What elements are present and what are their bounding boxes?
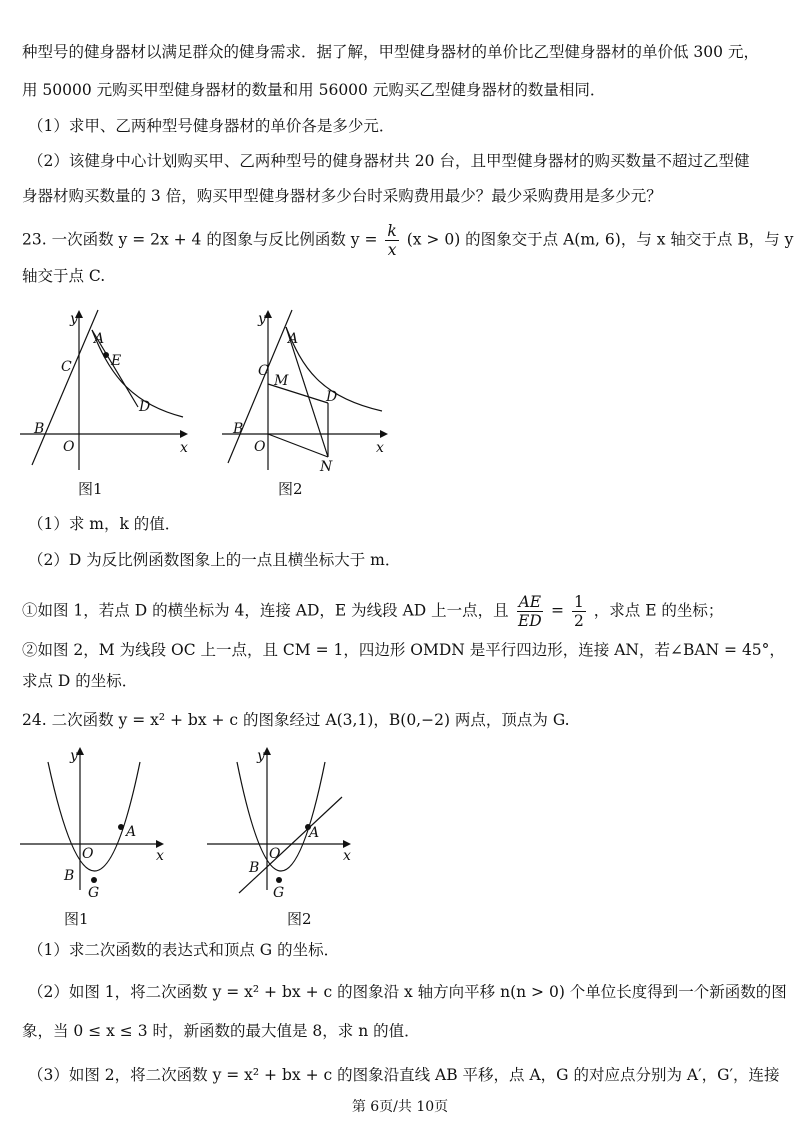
label-y: y [257, 748, 265, 764]
label-A: A [126, 824, 137, 840]
q23-fig2-caption: 图2 [278, 480, 303, 498]
page-footer: 第 6页/共 10页 [351, 1099, 449, 1115]
q23-sub1: ①如图 1，若点 D 的横坐标为 4，连接 AD，E 为线段 AD 上一点，且 $\frac{AE}{ED}$ = $\frac{1}{2}$ ，求点 E 的坐标； [22, 593, 724, 630]
q24-part1: （1）求二次函数的表达式和顶点 G 的坐标． [28, 941, 340, 959]
text-line: 身器材购买数量的 3 倍，购买甲型健身器材多少台时采购费用最少？最少采购费用是多少元？ [22, 187, 662, 205]
point-G [276, 877, 282, 883]
label-C: C [61, 359, 72, 375]
label-D: D [326, 389, 338, 405]
q23-stem-line1: 23. 一次函数 y = 2x + 4 的图象与反比例函数 y = $\frac{k}{x}$ (x > 0) 的图象交于点 A(m, 6)，与 x 轴交于点 B，与 y [22, 222, 794, 259]
parabola-curve [48, 762, 140, 871]
label-x: x [376, 440, 384, 456]
point-A [118, 824, 124, 830]
label-A: A [288, 331, 299, 347]
point-G [91, 877, 97, 883]
label-A: A [94, 331, 105, 347]
label-N: N [320, 459, 333, 475]
text-line: （1）求甲、乙两种型号健身器材的单价各是多少元． [28, 117, 395, 135]
label-B: B [34, 421, 45, 437]
q23-fig1-caption: 图1 [78, 480, 103, 498]
label-G: G [88, 885, 100, 900]
text-line: 种型号的健身器材以满足群众的健身需求．据了解，甲型健身器材的单价比乙型健身器材的单价低 300 元， [22, 43, 759, 61]
label-B: B [233, 421, 244, 437]
text-line: （2）该健身中心计划购买甲、乙两种型号的健身器材共 20 台，且甲型健身器材的购买数量不超过乙型健 [28, 152, 750, 170]
label-x: x [156, 848, 164, 864]
label-M: M [274, 373, 289, 389]
AE-over-ED-fraction: $\frac{AE}{ED}$ [517, 593, 542, 630]
label-E: E [111, 353, 122, 369]
q23-part2: （2）D 为反比例函数图象上的一点且横坐标大于 m． [28, 551, 401, 569]
label-B: B [64, 868, 75, 884]
label-y: y [70, 311, 78, 327]
label-O: O [82, 846, 94, 862]
label-O: O [254, 439, 266, 455]
hyperbola-curve [92, 330, 183, 417]
q24-part2-line2: 象，当 0 ≤ x ≤ 3 时，新函数的最大值是 8，求 n 的值． [22, 1022, 420, 1040]
label-x: x [343, 848, 351, 864]
line-AB [239, 797, 342, 893]
point-E [103, 352, 109, 358]
label-D: D [139, 399, 151, 415]
label-O: O [269, 846, 281, 862]
q24-fig2-caption: 图2 [287, 910, 312, 928]
label-O: O [63, 439, 75, 455]
label-C: C [258, 363, 269, 379]
q23-figure-1 [18, 305, 193, 475]
q23-sub2-line1: ②如图 2，M 为线段 OC 上一点，且 CM = 1，四边形 OMDN 是平行四边形，连接 AN，若∠BAN = 45°， [22, 641, 785, 659]
label-A: A [309, 825, 320, 841]
q24-part2-line1: （2）如图 1，将二次函数 y = x² + bx + c 的图象沿 x 轴方向平移 n(n > 0) 个单位长度得到一个新函数的图 [28, 983, 787, 1001]
x-axis-arrow-icon [380, 430, 388, 438]
q24-figure-1 [18, 740, 178, 900]
q24-stem: 24. 二次函数 y = x² + bx + c 的图象经过 A(3,1)，B(0,−2) 两点，顶点为 G. [22, 711, 570, 729]
q24-fig1-caption: 图1 [64, 910, 89, 928]
segment-ON [268, 434, 328, 457]
q24-part3-line1: （3）如图 2，将二次函数 y = x² + bx + c 的图象沿直线 AB 平移，点 A，G 的对应点分别为 A′，G′，连接 [28, 1066, 780, 1084]
q23-figure-2 [220, 305, 395, 475]
text-line: 用 50000 元购买甲型健身器材的数量和用 56000 元购买乙型健身器材的数量相同． [22, 81, 606, 99]
x-axis-arrow-icon [343, 840, 351, 848]
one-half-fraction: $\frac{1}{2}$ [573, 593, 584, 630]
label-x: x [180, 440, 188, 456]
q23-sub2-line2: 求点 D 的坐标． [22, 672, 138, 690]
q23-stem-line2: 轴交于点 C. [22, 267, 106, 285]
x-axis-arrow-icon [180, 430, 188, 438]
label-y: y [70, 748, 78, 764]
label-y: y [258, 311, 266, 327]
label-G: G [273, 885, 285, 900]
label-B: B [249, 860, 260, 876]
q24-figure-2 [205, 740, 365, 900]
x-axis-arrow-icon [156, 840, 164, 848]
k-over-x-fraction: $\frac{k}{x}$ [387, 222, 397, 259]
q23-part1: （1）求 m，k 的值． [28, 515, 181, 533]
